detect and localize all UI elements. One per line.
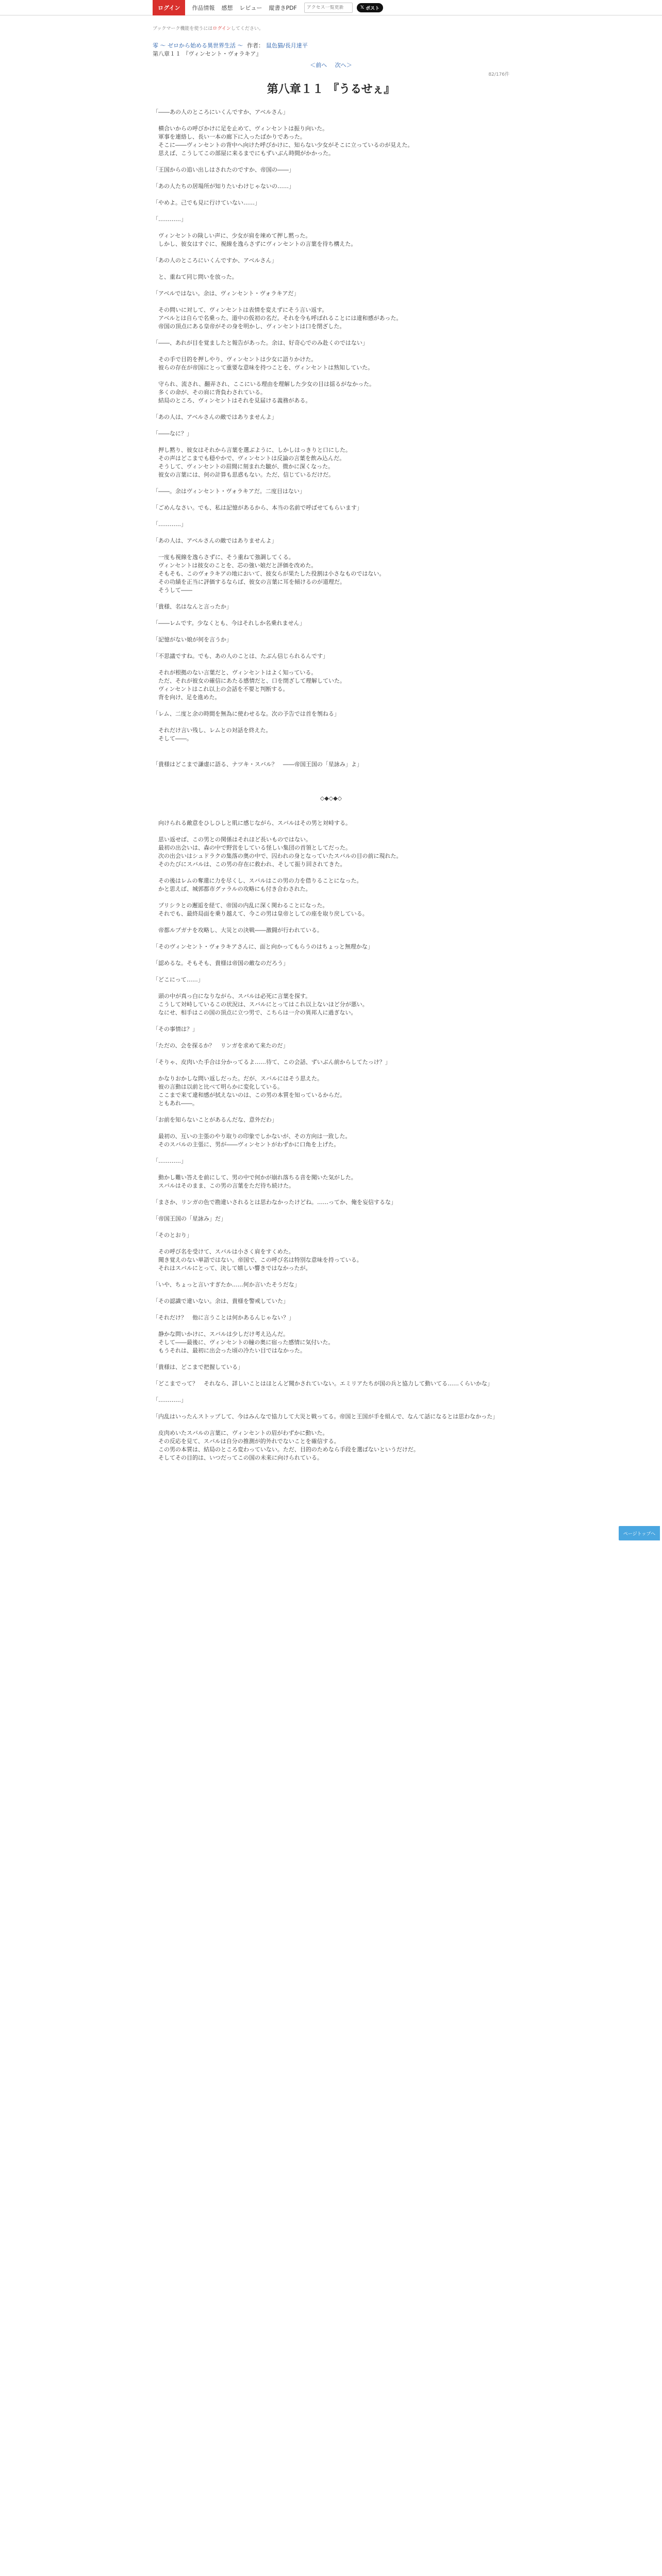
paragraph: 押し黙り、彼女はそれから言葉を選ぶように、しかしはっきりと口にした。 <box>153 447 351 453</box>
paragraph: それだけ言い残し、レムとの対話を終えた。 <box>153 727 272 734</box>
x-logo-icon: 𝕏 <box>360 5 365 10</box>
paragraph: その後はレムの奪還に力を尽くし、スバルはこの男の力を借りることになった。 <box>153 877 362 884</box>
nav-impressions[interactable]: 感想 <box>221 5 233 11</box>
paragraph: ここまで来て違和感が拭えないのは、この男の本質を知っているからだ。 <box>153 1092 345 1098</box>
x-post-button[interactable] <box>357 3 383 12</box>
page-top-label: ページトップへ <box>623 1531 656 1537</box>
paragraph: しかし、彼女はすぐに、視線を逸らさずにヴィンセントの言葉を待ち構えた。 <box>153 241 357 247</box>
paragraph: そのスバルの主張に、男が――ヴィンセントがわずかに口角を上げた。 <box>153 1141 340 1148</box>
paragraph: 「あの人たちの居場所が知りたいわけじゃないの……」 <box>153 183 294 190</box>
paragraph: 「――あの人のところにいくんですか、アベルさん」 <box>153 109 289 115</box>
chapter-subtitle: 第八章１１ 『ヴィンセント・ヴォラキア』 <box>153 50 262 57</box>
paragraph: 一度も視線を逸らさずに、そう重ねて強調してくる。 <box>153 554 294 561</box>
paragraph: もうそれは、最初に出会った頃の冷たい目ではなかった。 <box>153 1347 306 1354</box>
paragraph: 彼女の言葉には、何の計算も思惑もない。ただ、信じているだけだ。 <box>153 471 334 478</box>
search-input[interactable] <box>307 5 350 10</box>
paragraph: と、重ねて同じ問いを放った。 <box>153 274 238 280</box>
paragraph: 「貴様はどこまで謙虚に語る、ナツキ・スバル？ ――帝国王国の「星詠み」よ」 <box>153 761 362 768</box>
paragraph: こうして対峙しているこの状況は、スバルにとってはこれ以上ないほど分が悪い。 <box>153 1001 368 1008</box>
paragraph: それはスバルにとって、決して嬉しい響きではなかったが。 <box>153 1265 311 1272</box>
paragraph: 皮肉めいたスバルの言葉に、ヴィンセントの眉がわずかに動いた。 <box>153 1430 328 1436</box>
paragraph: その反応を見て、スバルは自分の推測が的外れでないことを確信する。 <box>153 1438 340 1445</box>
paragraph: 「まさか、リンガの色で勘違いされるとは思わなかったけどね。……ってか、俺を妄信するな」 <box>153 1199 396 1206</box>
novel-body <box>153 108 509 1462</box>
paragraph: 思い返せば、この男との関係はそれほど長いものではない。 <box>153 836 311 843</box>
series-title-link[interactable]: 零 ～ ゼロから始める異世界生活 ～ <box>153 42 243 49</box>
paragraph: 多くの命が、その肩に背負わされている。 <box>153 389 266 396</box>
paragraph: その声はどこまでも穏やかで、ヴィンセントは反論の言葉を飲み込んだ。 <box>153 455 345 462</box>
paragraph: そのたびにスバルは、この男の存在に救われ、そして振り回されてきた。 <box>153 861 346 868</box>
notice-prefix: ブックマーク機能を使うには <box>153 26 213 31</box>
paragraph: 「…………」 <box>153 216 187 223</box>
paragraph: その問いに対して、ヴィンセントは表情を変えずにそう言い返す。 <box>153 307 328 313</box>
paragraph: 「お前を知らないことがあるんだな、意外だわ」 <box>153 1116 277 1123</box>
paragraph: その手で目的を押しやり、ヴィンセントは少女に語りかけた。 <box>153 356 317 363</box>
paragraph: 「――。余はヴィンセント・ヴォラキアだ。二度目はない」 <box>153 488 305 495</box>
paragraph: そもそも、このヴォラキアの地において、彼女らが果たした役割は小さなものではない。 <box>153 570 385 577</box>
top-navigation-bar <box>0 0 662 15</box>
next-chapter-link[interactable]: 次へ＞ <box>335 62 352 69</box>
paragraph: 帝都ルプガナを攻略し、大災との決戦――激闘が行われている。 <box>153 927 323 934</box>
paragraph: 「どこにって……」 <box>153 976 204 983</box>
paragraph: かなりおかしな問い返しだった。だが、スバルにはそう思えた。 <box>153 1075 323 1082</box>
chapter-title: 第八章１１ 『うるせぇ』 <box>267 82 395 96</box>
paragraph: そして――最後に、ヴィンセントの瞳の奥に宿った感情に気付いた。 <box>153 1339 334 1346</box>
paragraph: 静かな問いかけに、スバルは少しだけ考え込んだ。 <box>153 1331 289 1337</box>
paragraph: そうして、ヴィンセントの眉間に刻まれた皺が、微かに深くなった。 <box>153 463 334 470</box>
paragraph: その功績を正当に評価するならば、彼女の言葉に耳を傾けるのが道理だ。 <box>153 579 345 585</box>
notice-login-link[interactable]: ログイン <box>212 26 231 31</box>
paragraph: プリシラとの邂逅を経て、帝国の内乱に深く関わることになった。 <box>153 902 328 909</box>
paragraph: 「――レムです。少なくとも、今はそれしか名乗れません」 <box>153 620 305 626</box>
paragraph: 帝国の頂点にある皇帝がその身を明かし、ヴィンセントは口を閉ざした。 <box>153 323 345 330</box>
paragraph: その呼び名を受けて、スバルは小さく肩をすくめた。 <box>153 1248 294 1255</box>
paragraph: アベルとは自らで名乗った、道中の仮初の名だ。それを今も呼ばれることには違和感があった。 <box>153 315 402 321</box>
paragraph: 背を向け、足を進めた。 <box>153 694 221 701</box>
paragraph: 「王国からの追い出しはされたのですか、帝国の――」 <box>153 166 294 173</box>
paragraph: 「貴様、名はなんと言ったか」 <box>153 603 232 610</box>
notice-suffix: してください。 <box>230 26 263 31</box>
paragraph: 思えば、こうしてこの部屋に来るまでにもずいぶん時間がかかった。 <box>153 150 334 157</box>
paragraph: 「レム、二度と余の時間を無為に使わせるな。次の予告では首を刎ねる」 <box>153 710 340 717</box>
paragraph: 「貴様は、どこまで把握している」 <box>153 1364 243 1370</box>
paragraph: 「あの人は、アベルさんの敵ではありませんよ」 <box>153 537 277 544</box>
paragraph: ヴィンセントはこれ以上の会話を不要と判断する。 <box>153 686 289 692</box>
paragraph: ただ、それが彼女の確信にあたる感情だと、口を閉ざして理解していた。 <box>153 677 345 684</box>
paragraph: 「それだけ？ 他に言うことは何かあるんじゃない？」 <box>153 1314 294 1321</box>
author-label: 作者： <box>247 42 264 49</box>
paragraph: 「アベルではない。余は、ヴィンセント・ヴォラキアだ」 <box>153 290 300 297</box>
paragraph: 「…………」 <box>153 1158 187 1164</box>
paragraph: 守られ、流され、翻弄され、ここにいる理由を理解した少女の目は揺るがなかった。 <box>153 381 375 387</box>
paragraph: そしてその目的は、いつだってこの国の未来に向けられている。 <box>153 1454 323 1461</box>
paragraph: 「その事情は？」 <box>153 1026 198 1032</box>
paragraph: 「――なに？」 <box>153 430 192 437</box>
paragraph: 軍事を連絡し、長い一本の廊下に入ったばかりであった。 <box>153 133 306 140</box>
paragraph: そして――。 <box>153 735 192 742</box>
scene-separator: ◇◆◇◆◇ <box>320 795 342 802</box>
paragraph: 結局のところ、ヴィンセントはそれを見届ける義務がある。 <box>153 397 311 404</box>
login-button[interactable]: ログイン <box>153 0 185 15</box>
top-navigation-inner <box>153 0 383 15</box>
paragraph: 「ごめんなさい。でも、私は記憶があるから、本当の名前で呼ばせてもらいます」 <box>153 504 362 511</box>
paragraph: それでも、最終局面を乗り越えて、今この男は皇帝としての座を取り戻している。 <box>153 910 368 917</box>
author-link[interactable]: 鼠色猫/長月達平 <box>266 42 308 49</box>
paragraph: 「いや、ちょっと言いすぎたか……何か言いたそうだな」 <box>153 1281 300 1288</box>
paragraph: ヴィンセントは彼女のことを、芯の強い娘だと評価を改めた。 <box>153 562 317 569</box>
paragraph: 聞き覚えのない単語ではない。帝国で、この呼び名は特別な意味を持っている。 <box>153 1257 362 1263</box>
paragraph: なにせ、相手はこの国の頂点に立つ男で、こちらは一介の異邦人に過ぎない。 <box>153 1009 357 1016</box>
paragraph: この男の本質は、結局のところ変わっていない。ただ、目的のためなら手段を選ばないというだけだ。 <box>153 1446 419 1453</box>
search-box[interactable] <box>304 3 353 13</box>
paragraph: 動かし難い答えを前にして、男の中で何かが崩れ落ちる音を聞いた気がした。 <box>153 1174 357 1181</box>
nav-work-info[interactable]: 作品情報 <box>192 5 215 11</box>
pager-top <box>0 61 662 69</box>
paragraph: 「そりゃ、皮肉いた手合は分かってるよ……待て、この会話、ずいぶん前からしてたっけ？」 <box>153 1059 391 1065</box>
paragraph: そうして―― <box>153 587 192 594</box>
paragraph: 「ただの、会を探るか？ リンガを求めて来たのだ」 <box>153 1042 289 1049</box>
paragraph: 最初の、互いの主張のやり取りの印象でしかないが、その方向は一致した。 <box>153 1133 351 1140</box>
paragraph: 向けられる敵意をひしひしと肌に感じながら、スバルはその男と対峙する。 <box>153 820 351 826</box>
chapter-number: 82/176件 <box>488 72 509 77</box>
paragraph: 「あの人のところにいくんですか、アベルさん」 <box>153 257 277 264</box>
paragraph: 「内乱はいったんストップして、今はみんなで協力して大災と戦ってる。帝国と王国が手を組んで、なんて話になるとは思わなかった」 <box>153 1413 499 1420</box>
paragraph: かと思えば、城郭都市グァラルの攻略にも付き合わされた。 <box>153 886 311 892</box>
bookmark-login-notice <box>153 25 509 31</box>
paragraph: 「不思議ですね。でも、あの人のことは、たぶん信じられるんです」 <box>153 653 328 659</box>
paragraph: 「その認識で違いない。余は、貴様を警戒していた」 <box>153 1298 289 1304</box>
prev-chapter-link[interactable]: ＜前へ <box>310 62 327 69</box>
paragraph: 「そのとおり」 <box>153 1232 192 1239</box>
novel-meta <box>153 25 509 58</box>
nav-vertical-pdf[interactable]: 縦書きPDF <box>269 5 297 11</box>
paragraph: 「――、あれが目を覚ましたと報告があった。余は、好奇心でのみ赴くのではない」 <box>153 340 368 346</box>
paragraph: ともあれ――。 <box>153 1100 198 1107</box>
paragraph: 「やめよ。己でも見に行けていない……」 <box>153 199 260 206</box>
paragraph: それが根拠のない言葉だと、ヴィンセントはよく知っている。 <box>153 669 317 676</box>
paragraph: そこに――ヴィンセントの背中へ向けた呼びかけに、知らない少女がそこに立っているのが見えた。 <box>153 142 413 148</box>
paragraph: 「どこまでって？ それなら、詳しいことはほとんど聞かされていない。エミリアたちが国の兵と協力して動いてる……くらいかな」 <box>153 1380 493 1387</box>
paragraph: 「帝国王国の「星詠み」だ」 <box>153 1215 226 1222</box>
paragraph: 彼の言動は以前と比べて明らかに変化している。 <box>153 1083 283 1090</box>
paragraph: 横合いからの呼びかけに足を止めて、ヴィンセントは振り向いた。 <box>153 125 328 132</box>
paragraph: 「認めるな。そもそも、貴様は帝国の敵なのだろう」 <box>153 960 289 967</box>
x-post-label: ポスト <box>366 6 380 11</box>
paragraph: 彼らの存在が帝国にとって重要な意味を持つことを、ヴィンセントは熟知していた。 <box>153 364 374 371</box>
paragraph: 「記憶がない娘が何を言うか」 <box>153 636 232 643</box>
page-top-button[interactable] <box>619 1526 660 1540</box>
paragraph: 最初の出会いは、森の中で野営をしている怪しい集団の首領としてだった。 <box>153 844 351 851</box>
paragraph: スバルはそのまま、この男の言葉をただ待ち続けた。 <box>153 1182 294 1189</box>
nav-reviews[interactable]: レビュー <box>239 5 262 11</box>
breadcrumb <box>153 42 509 50</box>
paragraph: 「…………」 <box>153 1397 187 1403</box>
paragraph: 頭の中が真っ白になりながら、スバルは必死に言葉を探す。 <box>153 993 311 999</box>
paragraph: 次の出会いはシュドラクの集落の奥の中で、囚われの身となっていたスバルの目の前に現れた。 <box>153 853 402 859</box>
paragraph: 「…………」 <box>153 521 187 528</box>
paragraph: 「あの人は、アベルさんの敵ではありませんよ」 <box>153 414 277 420</box>
paragraph: ヴィンセントの険しい声に、少女が肩を竦めて押し黙った。 <box>153 232 311 239</box>
paragraph: 「そのヴィンセント・ヴォラキアさんに、面と向かってもらうのはちょっと無理かな」 <box>153 943 373 950</box>
